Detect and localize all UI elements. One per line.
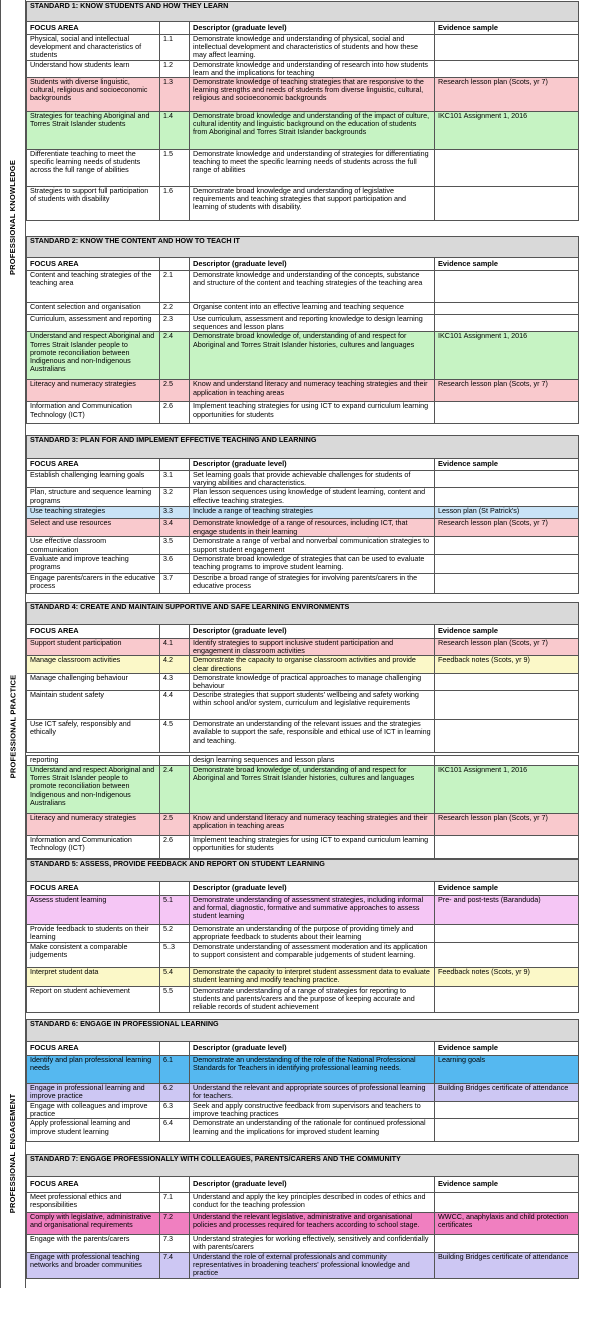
descriptor-cell: Understand the relevant and appropriate sources of professional learning for teachers. [190, 1084, 435, 1102]
table-row [27, 187, 579, 221]
table-row [27, 573, 579, 593]
descriptor-number-cell: 7.4 [160, 1253, 190, 1279]
descriptor-cell: Demonstrate an understanding of the purpose of providing timely and appropriate feedback to students about their learning [190, 925, 435, 943]
table-row [27, 1084, 579, 1102]
descriptor-number-cell: 1.3 [160, 78, 190, 112]
descriptor-cell: Understand the relevant legislative, administrative and organisational policies and processes required for teachers according to school stage. [190, 1213, 435, 1235]
descriptor-number-cell: 1.6 [160, 187, 190, 221]
focus-area-cell: Assess student learning [27, 896, 160, 925]
evidence-sample-cell [435, 756, 579, 766]
table-row [27, 402, 579, 424]
descriptor-cell: Use curriculum, assessment and reporting knowledge to design learning sequences and lesson plans [190, 315, 435, 332]
descriptor-cell: Demonstrate understanding of assessment moderation and its application to support consistent and comparable judgements of student learning. [190, 943, 435, 968]
focus-area-cell: Evaluate and improve teaching programs [27, 554, 160, 573]
section-label-engagement: PROFESSIONAL ENGAGEMENT [8, 1093, 18, 1213]
evidence-sample-cell [435, 488, 579, 507]
descriptor-number-cell [160, 756, 190, 766]
descriptor-number-cell: 4.3 [160, 673, 190, 690]
focus-area-cell: Use effective classroom communication [27, 537, 160, 554]
evidence-sample-cell: Research lesson plan (Scots, yr 7) [435, 814, 579, 836]
descriptor-number-cell: 2.1 [160, 271, 190, 303]
standard-table-1 [26, 1, 579, 221]
descriptor-cell: Know and understand literacy and numeracy teaching strategies and their application in teaching areas [190, 380, 435, 402]
descriptor-cell: Demonstrate an understanding of the role of the National Professional Standards for Teachers in identifying professional learning needs. [190, 1056, 435, 1084]
descriptor-cell: Demonstrate knowledge of practical approaches to manage challenging behaviour [190, 673, 435, 690]
table-row [27, 315, 579, 332]
evidence-sample-cell [435, 1193, 579, 1213]
evidence-sample-cell [435, 537, 579, 554]
column-header-row [27, 882, 579, 896]
standard-title-row [27, 603, 579, 625]
header-evidence: Evidence sample [435, 625, 579, 639]
focus-area-cell: Content and teaching strategies of the teaching area [27, 271, 160, 303]
descriptor-number-cell: 3.6 [160, 554, 190, 573]
evidence-sample-cell: Research lesson plan (Scots, yr 7) [435, 639, 579, 656]
descriptor-cell: Include a range of teaching strategies [190, 507, 435, 519]
descriptor-number-cell: 6.1 [160, 1056, 190, 1084]
descriptor-cell: Implement teaching strategies for using ICT to expand curriculum learning opportunities for students [190, 836, 435, 859]
table-row [27, 720, 579, 753]
descriptor-cell: Demonstrate knowledge and understanding of the concepts, substance and structure of the content and teaching strategies of the teaching area [190, 271, 435, 303]
standard-table-4 [26, 602, 579, 753]
table-row [27, 1119, 579, 1142]
evidence-sample-cell [435, 402, 579, 424]
evidence-sample-cell: Pre- and post-tests (Baranduda) [435, 896, 579, 925]
header-focus-area: FOCUS AREA [27, 258, 160, 271]
descriptor-cell: Describe strategies that support students' wellbeing and safety working within school and/or system, curriculum and legislative requirements [190, 691, 435, 720]
focus-area-cell: Engage in professional learning and improve practice [27, 1084, 160, 1102]
focus-area-cell: Understand how students learn [27, 60, 160, 77]
evidence-sample-cell [435, 987, 579, 1013]
table-row [27, 380, 579, 402]
evidence-sample-cell: Research lesson plan (Scots, yr 7) [435, 380, 579, 402]
descriptor-number-cell: 2.3 [160, 315, 190, 332]
focus-area-cell: Engage parents/carers in the educative process [27, 573, 160, 593]
descriptor-number-cell: 5.1 [160, 896, 190, 925]
evidence-sample-cell [435, 720, 579, 753]
descriptor-number-cell: 7.1 [160, 1193, 190, 1213]
evidence-sample-cell [435, 836, 579, 859]
descriptor-number-cell: 4.1 [160, 639, 190, 656]
focus-area-cell: Report on student achievement [27, 987, 160, 1013]
descriptor-cell: Demonstrate knowledge and understanding of physical, social and intellectual development and characteristics of students and how these may affect learning. [190, 35, 435, 61]
table-row [27, 814, 579, 836]
descriptor-cell: Describe a broad range of strategies for involving parents/carers in the educative process [190, 573, 435, 593]
focus-area-cell: Curriculum, assessment and reporting [27, 315, 160, 332]
header-descriptor: Descriptor (graduate level) [190, 22, 435, 35]
focus-area-cell: Strategies for teaching Aboriginal and Torres Strait Islander students [27, 112, 160, 150]
evidence-sample-cell: Feedback notes (Scots, yr 9) [435, 968, 579, 987]
standard-table-5 [26, 755, 579, 859]
column-header-row [27, 1042, 579, 1056]
header-evidence: Evidence sample [435, 22, 579, 35]
header-number [160, 22, 190, 35]
evidence-sample-cell [435, 60, 579, 77]
descriptor-number-cell: 3.3 [160, 507, 190, 519]
section-label-knowledge: PROFESSIONAL KNOWLEDGE [8, 159, 18, 275]
header-number [160, 459, 190, 471]
focus-area-cell: Understand and respect Aboriginal and Torres Strait Islander people to promote reconciliation between Indigenous and non-Indigenous Australians [27, 766, 160, 814]
table-row [27, 756, 579, 766]
descriptor-cell: Organise content into an effective learning and teaching sequence [190, 303, 435, 315]
standard-table-3 [26, 435, 579, 594]
standard-title: STANDARD 4: CREATE AND MAINTAIN SUPPORTIVE AND SAFE LEARNING ENVIRONMENTS [27, 603, 579, 625]
descriptor-cell: Demonstrate an understanding of the relevant issues and the strategies available to support the safe, responsible and ethical use of ICT in learning and teaching. [190, 720, 435, 753]
descriptor-cell: Know and understand literacy and numeracy teaching strategies and their application in teaching areas [190, 814, 435, 836]
table-row [27, 112, 579, 150]
evidence-sample-cell: Building Bridges certificate of attendance [435, 1253, 579, 1279]
focus-area-cell: Manage classroom activities [27, 656, 160, 673]
header-focus-area: FOCUS AREA [27, 625, 160, 639]
focus-area-cell: Support student participation [27, 639, 160, 656]
descriptor-number-cell: 2.5 [160, 380, 190, 402]
focus-area-cell: Make consistent a comparable judgements [27, 943, 160, 968]
table-row [27, 332, 579, 380]
descriptor-cell: Demonstrate broad knowledge of, understanding of and respect for Aboriginal and Torres Strait Islander histories, cultures and languages [190, 766, 435, 814]
evidence-sample-cell [435, 1235, 579, 1253]
focus-area-cell: Manage challenging behaviour [27, 673, 160, 690]
evidence-sample-cell [435, 573, 579, 593]
evidence-sample-cell: IKC101 Assignment 1, 2016 [435, 766, 579, 814]
evidence-sample-cell [435, 673, 579, 690]
table-row [27, 78, 579, 112]
header-descriptor: Descriptor (graduate level) [190, 459, 435, 471]
descriptor-cell: Demonstrate understanding of a range of strategies for reporting to students and parents/carers and the purpose of keeping accurate and reliable records of student achievement [190, 987, 435, 1013]
table-row [27, 471, 579, 488]
focus-area-cell: Interpret student data [27, 968, 160, 987]
standard-title: STANDARD 7: ENGAGE PROFESSIONALLY WITH COLLEAGUES, PARENTS/CARERS AND THE COMMUNITY [27, 1155, 579, 1177]
focus-area-cell: Select and use resources [27, 519, 160, 537]
standard-title-row [27, 1155, 579, 1177]
descriptor-number-cell: 3.5 [160, 537, 190, 554]
header-evidence: Evidence sample [435, 1042, 579, 1056]
standard-table-7 [26, 1019, 579, 1142]
table-row [27, 673, 579, 690]
column-header-row [27, 459, 579, 471]
evidence-sample-cell [435, 691, 579, 720]
descriptor-number-cell: 1.1 [160, 35, 190, 61]
descriptor-cell: Demonstrate the capacity to interpret student assessment data to evaluate student learning and modify teaching practice. [190, 968, 435, 987]
column-header-row [27, 258, 579, 271]
table-row [27, 1235, 579, 1253]
header-descriptor: Descriptor (graduate level) [190, 625, 435, 639]
focus-area-cell: Content selection and organisation [27, 303, 160, 315]
table-row [27, 896, 579, 925]
focus-area-cell: Apply professional learning and improve student learning [27, 1119, 160, 1142]
descriptor-number-cell: 7.3 [160, 1235, 190, 1253]
evidence-sample-cell [435, 150, 579, 187]
descriptor-number-cell: 1.5 [160, 150, 190, 187]
descriptor-number-cell: 3.1 [160, 471, 190, 488]
header-focus-area: FOCUS AREA [27, 882, 160, 896]
descriptor-number-cell: 2.4 [160, 766, 190, 814]
header-evidence: Evidence sample [435, 1177, 579, 1193]
standard-title: STANDARD 1: KNOW STUDENTS AND HOW THEY LEARN [27, 2, 579, 22]
descriptor-cell: Demonstrate knowledge and understanding of research into how students learn and the implications for teaching [190, 60, 435, 77]
table-row [27, 488, 579, 507]
focus-area-cell: Establish challenging learning goals [27, 471, 160, 488]
focus-area-cell: Engage with the parents/carers [27, 1235, 160, 1253]
descriptor-number-cell: 2.5 [160, 814, 190, 836]
evidence-sample-cell [435, 554, 579, 573]
focus-area-cell: Identify and plan professional learning needs [27, 1056, 160, 1084]
table-row [27, 60, 579, 77]
table-row [27, 150, 579, 187]
evidence-sample-cell: Building Bridges certificate of attendance [435, 1084, 579, 1102]
table-row [27, 1253, 579, 1279]
evidence-sample-cell [435, 1102, 579, 1119]
table-row [27, 1102, 579, 1119]
standard-title-row [27, 237, 579, 258]
descriptor-number-cell: 1.4 [160, 112, 190, 150]
header-descriptor: Descriptor (graduate level) [190, 258, 435, 271]
focus-area-cell: Engage with professional teaching networks and broader communities [27, 1253, 160, 1279]
table-row [27, 271, 579, 303]
standard-title-row [27, 2, 579, 22]
focus-area-cell: Literacy and numeracy strategies [27, 380, 160, 402]
header-focus-area: FOCUS AREA [27, 22, 160, 35]
table-row [27, 766, 579, 814]
descriptor-number-cell: 1.2 [160, 60, 190, 77]
descriptor-cell: Demonstrate broad knowledge of, understanding of and respect for Aboriginal and Torres Strait Islander histories, cultures and languages [190, 332, 435, 380]
focus-area-cell: Engage with colleagues and improve practice [27, 1102, 160, 1119]
standard-title: STANDARD 5: ASSESS, PROVIDE FEEDBACK AND REPORT ON STUDENT LEARNING [27, 860, 579, 882]
descriptor-number-cell: 3.2 [160, 488, 190, 507]
focus-area-cell: Students with diverse linguistic, cultural, religious and socioeconomic backgrounds [27, 78, 160, 112]
focus-area-cell: Information and Communication Technology (ICT) [27, 402, 160, 424]
descriptor-number-cell: 6.2 [160, 1084, 190, 1102]
column-header-row [27, 1177, 579, 1193]
header-evidence: Evidence sample [435, 882, 579, 896]
descriptor-number-cell: 3.7 [160, 573, 190, 593]
evidence-sample-cell: Learning goals [435, 1056, 579, 1084]
evidence-sample-cell [435, 1119, 579, 1142]
focus-area-cell: Use teaching strategies [27, 507, 160, 519]
evidence-sample-cell: IKC101 Assignment 1, 2016 [435, 332, 579, 380]
focus-area-cell: Provide feedback to students on their learning [27, 925, 160, 943]
standard-table-8 [26, 1154, 579, 1279]
focus-area-cell: Strategies to support full participation of students with disability [27, 187, 160, 221]
focus-area-cell: Plan, structure and sequence learning programs [27, 488, 160, 507]
header-number [160, 258, 190, 271]
header-evidence: Evidence sample [435, 258, 579, 271]
focus-area-cell: Differentiate teaching to meet the specific learning needs of students across the full range of abilities [27, 150, 160, 187]
column-header-row [27, 625, 579, 639]
descriptor-cell: Implement teaching strategies for using ICT to expand curriculum learning opportunities for students [190, 402, 435, 424]
header-number [160, 882, 190, 896]
focus-area-cell: Meet professional ethics and responsibilities [27, 1193, 160, 1213]
evidence-sample-cell: Feedback notes (Scots, yr 9) [435, 656, 579, 673]
descriptor-cell: Understand and apply the key principles described in codes of ethics and conduct for the teaching profession [190, 1193, 435, 1213]
descriptor-number-cell: 5.5 [160, 987, 190, 1013]
standard-title: STANDARD 3: PLAN FOR AND IMPLEMENT EFFECTIVE TEACHING AND LEARNING [27, 436, 579, 459]
header-focus-area: FOCUS AREA [27, 459, 160, 471]
descriptor-cell: Demonstrate knowledge of a range of resources, including ICT, that engage students in their learning [190, 519, 435, 537]
evidence-sample-cell: Research lesson plan (Scots, yr 7) [435, 519, 579, 537]
descriptor-number-cell: 5..3 [160, 943, 190, 968]
descriptor-cell: Demonstrate broad knowledge of strategies that can be used to evaluate teaching programs to improve student learning. [190, 554, 435, 573]
descriptor-cell: Seek and apply constructive feedback from supervisors and teachers to improve teaching practices [190, 1102, 435, 1119]
descriptor-cell: Demonstrate broad knowledge and understanding of legislative requirements and teaching strategies that support participation and learning of students with disability. [190, 187, 435, 221]
evidence-sample-cell: IKC101 Assignment 1, 2016 [435, 112, 579, 150]
evidence-sample-cell: WWCC, anaphylaxis and child protection certificates [435, 1213, 579, 1235]
focus-area-cell: Use ICT safely, responsibly and ethically [27, 720, 160, 753]
evidence-sample-cell: Research lesson plan (Scots, yr 7) [435, 78, 579, 112]
table-row [27, 35, 579, 61]
header-descriptor: Descriptor (graduate level) [190, 1177, 435, 1193]
descriptor-cell: Demonstrate the capacity to organise classroom activities and provide clear directions [190, 656, 435, 673]
table-row [27, 968, 579, 987]
header-descriptor: Descriptor (graduate level) [190, 882, 435, 896]
column-header-row [27, 22, 579, 35]
descriptor-cell: Demonstrate a range of verbal and nonverbal communication strategies to support student engagement [190, 537, 435, 554]
descriptor-cell: Demonstrate understanding of assessment strategies, including informal and formal, diagnostic, formative and summative approaches to assess student learning [190, 896, 435, 925]
descriptor-cell: design learning sequences and lesson plans [190, 756, 435, 766]
evidence-sample-cell [435, 303, 579, 315]
descriptor-number-cell: 6.3 [160, 1102, 190, 1119]
table-row [27, 1056, 579, 1084]
standard-title-row [27, 436, 579, 459]
evidence-sample-cell [435, 187, 579, 221]
table-row [27, 925, 579, 943]
evidence-sample-cell [435, 315, 579, 332]
table-row [27, 836, 579, 859]
descriptor-number-cell: 4.5 [160, 720, 190, 753]
header-descriptor: Descriptor (graduate level) [190, 1042, 435, 1056]
descriptor-number-cell: 4.4 [160, 691, 190, 720]
header-number [160, 625, 190, 639]
table-row [27, 1193, 579, 1213]
focus-area-cell: Literacy and numeracy strategies [27, 814, 160, 836]
standard-title: STANDARD 2: KNOW THE CONTENT AND HOW TO TEACH IT [27, 237, 579, 258]
focus-area-cell: Comply with legislative, administrative and organisational requirements [27, 1213, 160, 1235]
evidence-sample-cell [435, 943, 579, 968]
focus-area-cell: Maintain student safety [27, 691, 160, 720]
header-focus-area: FOCUS AREA [27, 1042, 160, 1056]
descriptor-number-cell: 7.2 [160, 1213, 190, 1235]
table-row [27, 987, 579, 1013]
descriptor-cell: Demonstrate broad knowledge and understanding of the impact of culture, cultural identity and linguistic background on the education of students from Aboriginal and Torres Strait Islander backgrounds [190, 112, 435, 150]
descriptor-cell: Demonstrate knowledge and understanding of strategies for differentiating teaching to meet the specific learning needs of students across the full range of abilities [190, 150, 435, 187]
standard-title-row [27, 1020, 579, 1042]
standard-table-6 [26, 859, 579, 1013]
descriptor-number-cell: 5.2 [160, 925, 190, 943]
evidence-sample-cell [435, 925, 579, 943]
table-row [27, 639, 579, 656]
header-number [160, 1042, 190, 1056]
evidence-sample-cell [435, 471, 579, 488]
table-row [27, 303, 579, 315]
header-focus-area: FOCUS AREA [27, 1177, 160, 1193]
descriptor-number-cell: 2.6 [160, 402, 190, 424]
descriptor-number-cell: 3.4 [160, 519, 190, 537]
header-evidence: Evidence sample [435, 459, 579, 471]
table-row [27, 554, 579, 573]
table-row [27, 943, 579, 968]
descriptor-cell: Identify strategies to support inclusive student participation and engagement in classroom activities [190, 639, 435, 656]
standard-title-row [27, 860, 579, 882]
standard-table-2 [26, 236, 579, 424]
focus-area-cell: reporting [27, 756, 160, 766]
evidence-sample-cell [435, 271, 579, 303]
descriptor-cell: Demonstrate an understanding of the rationale for continued professional learning and the implications for improved student learning [190, 1119, 435, 1142]
descriptor-cell: Set learning goals that provide achievable challenges for students of varying abilities and characteristics. [190, 471, 435, 488]
focus-area-cell: Information and Communication Technology (ICT) [27, 836, 160, 859]
table-row [27, 656, 579, 673]
descriptor-cell: Demonstrate knowledge of teaching strategies that are responsive to the learning strengths and needs of students from diverse linguistic, cultural, religious and socioeconomic backgrounds [190, 78, 435, 112]
table-row [27, 507, 579, 519]
focus-area-cell: Physical, social and intellectual development and characteristics of students [27, 35, 160, 61]
descriptor-number-cell: 2.4 [160, 332, 190, 380]
descriptor-number-cell: 2.6 [160, 836, 190, 859]
descriptor-number-cell: 4.2 [160, 656, 190, 673]
descriptor-number-cell: 5.4 [160, 968, 190, 987]
descriptor-cell: Understand strategies for working effectively, sensitively and confidentially with parents/carers [190, 1235, 435, 1253]
descriptor-cell: Understand the role of external professionals and community representatives in broadening teachers' professional knowledge and practice [190, 1253, 435, 1279]
table-row [27, 691, 579, 720]
evidence-sample-cell [435, 35, 579, 61]
focus-area-cell: Understand and respect Aboriginal and Torres Strait Islander people to promote reconciliation between Indigenous and non-Indigenous Australians [27, 332, 160, 380]
standard-title: STANDARD 6: ENGAGE IN PROFESSIONAL LEARNING [27, 1020, 579, 1042]
descriptor-number-cell: 2.2 [160, 303, 190, 315]
table-row [27, 519, 579, 537]
section-label-practice: PROFESSIONAL PRACTICE [8, 674, 18, 778]
table-row [27, 537, 579, 554]
table-row [27, 1213, 579, 1235]
header-number [160, 1177, 190, 1193]
descriptor-number-cell: 6.4 [160, 1119, 190, 1142]
descriptor-cell: Plan lesson sequences using knowledge of student learning, content and effective teaching strategies. [190, 488, 435, 507]
evidence-sample-cell: Lesson plan (St Patrick's) [435, 507, 579, 519]
